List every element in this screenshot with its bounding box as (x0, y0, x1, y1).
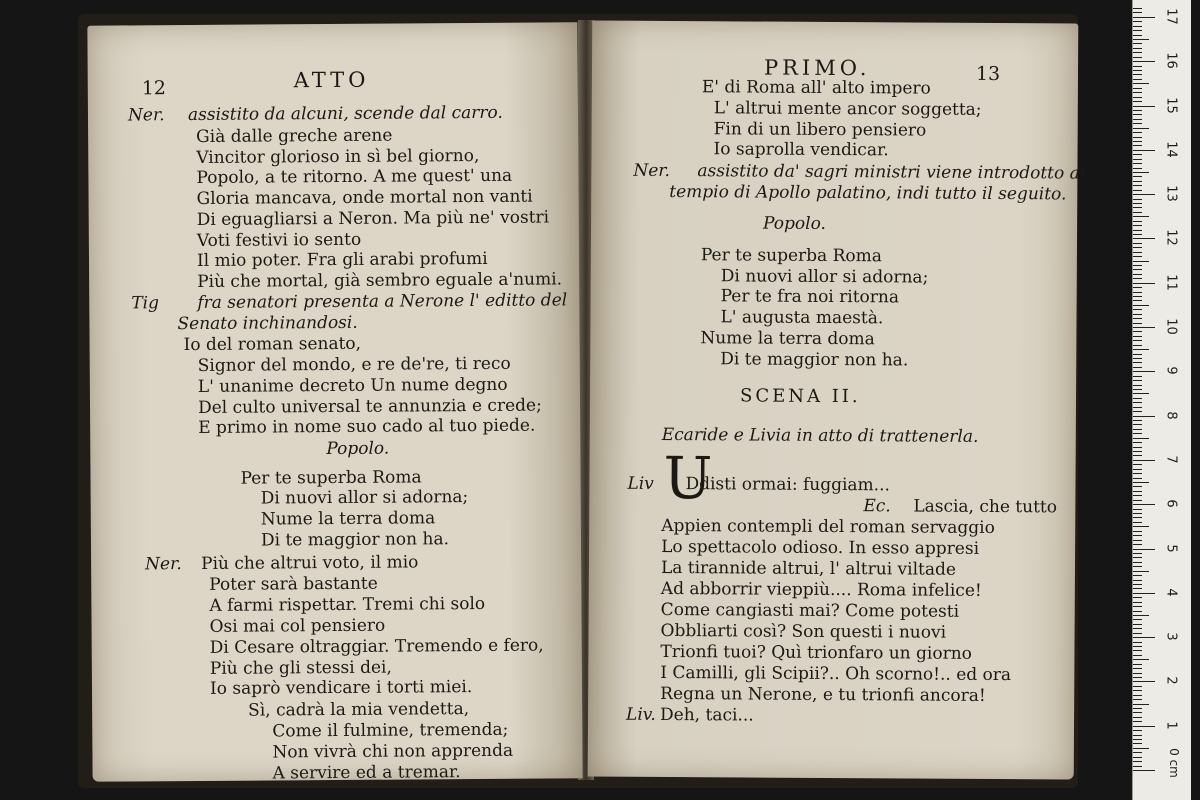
speaker-label: Liv. (626, 704, 656, 725)
verse-line: Nume la terra doma (260, 508, 436, 530)
ruler-tick (1133, 575, 1142, 576)
ruler-number: 5 (1163, 543, 1179, 553)
ruler-tick (1133, 35, 1142, 36)
verse-line: Io del roman senato, (183, 333, 362, 356)
ruler-tick (1133, 66, 1142, 67)
ruler-tick (1133, 735, 1142, 736)
stage-direction: Popolo. (326, 438, 390, 460)
ruler-tick (1133, 544, 1142, 545)
ruler-number: 13 (1163, 185, 1179, 202)
ruler-tick (1133, 659, 1149, 660)
ruler-tick (1133, 646, 1142, 647)
speaker-label: Ner. (633, 160, 671, 181)
verse-line: Obbliarti così? Son questi i nuovi (660, 620, 947, 643)
ruler-tick (1133, 181, 1142, 182)
ruler-tick (1133, 371, 1155, 372)
ruler-tick (1133, 74, 1142, 75)
ruler-tick (1133, 132, 1142, 133)
ruler-tick (1133, 766, 1142, 767)
ruler-tick (1133, 252, 1142, 253)
verse-line: Lo spettacolo odioso. In esso appresi (661, 536, 980, 559)
verse-line: Di nuovi allor si adorna; (720, 266, 929, 288)
ruler-tick (1133, 265, 1142, 266)
ruler-tick (1133, 407, 1142, 408)
ruler-tick (1133, 61, 1155, 62)
ruler-number: 7 (1163, 455, 1179, 464)
ruler-tick (1133, 238, 1155, 239)
ruler-tick (1133, 331, 1142, 332)
ruler-tick (1133, 708, 1142, 709)
ruler-tick (1133, 256, 1142, 257)
verse-line: Voti festivi io sento (196, 229, 362, 251)
ruler-tick (1133, 159, 1142, 160)
speaker-label: Ec. (863, 496, 891, 517)
ruler-tick (1133, 296, 1142, 297)
ruler-number: 15 (1163, 96, 1179, 114)
ruler-tick (1133, 362, 1142, 363)
ruler-tick (1133, 393, 1149, 394)
ruler-tick (1133, 619, 1142, 620)
ruler-tick (1133, 70, 1142, 71)
ruler-number: 2 (1163, 676, 1179, 686)
verse-line: Trionfi tuoi? Quì trionfaro un giorno (660, 641, 972, 664)
ruler-tick (1133, 21, 1142, 22)
ruler-tick (1133, 345, 1142, 346)
ruler-tick (1133, 464, 1142, 465)
ruler-tick (1133, 442, 1142, 443)
ruler-tick (1133, 172, 1149, 173)
verse-line: Sì, cadrà la mia vendetta, (248, 699, 470, 721)
ruler-number: 4 (1163, 588, 1179, 597)
running-head: PRIMO. (763, 55, 871, 81)
ruler-tick (1133, 336, 1142, 337)
stage-direction: Senato inchinandosi. (177, 312, 358, 335)
ruler-tick (1133, 424, 1142, 425)
verse-line: Di Cesare oltraggiar. Tremendo e fero, (209, 635, 544, 658)
ruler-tick (1133, 522, 1142, 523)
scene-heading: SCENA II. (739, 385, 861, 408)
ruler-tick (1133, 8, 1142, 9)
ruler-tick (1133, 504, 1155, 505)
ruler-tick (1133, 411, 1142, 412)
ruler-tick (1133, 300, 1142, 301)
stage-direction: Ecaride e Livia in atto di trattenerla. (661, 424, 979, 447)
page-number: 13 (975, 62, 1001, 86)
measurement-ruler (1132, 0, 1191, 800)
verse-line: L' augusta maestà. (720, 307, 884, 329)
ruler-tick (1133, 770, 1155, 771)
ruler-tick (1133, 137, 1142, 138)
ruler-tick (1133, 194, 1155, 195)
ruler-tick (1133, 455, 1142, 456)
ruler-tick (1133, 429, 1142, 430)
ruler-tick (1133, 168, 1142, 169)
ruler-tick (1133, 389, 1142, 390)
stage-direction: assistito da alcuni, scende dal carro. (187, 102, 503, 126)
ruler-tick (1133, 261, 1149, 262)
ruler-tick (1133, 628, 1142, 629)
ruler-tick (1133, 203, 1142, 204)
ruler-tick (1133, 48, 1142, 49)
page-number: 12 (141, 77, 167, 100)
verse-line: Il mio poter. Fra gli arabi profumi (196, 248, 488, 271)
ruler-tick (1133, 571, 1149, 572)
ruler-tick (1133, 491, 1142, 492)
ruler-tick (1133, 739, 1142, 740)
ruler-tick (1133, 199, 1142, 200)
verse-line: Non vivrà chi non apprenda (272, 740, 514, 763)
ruler-tick (1133, 274, 1142, 275)
ruler-tick (1133, 668, 1142, 669)
ruler-tick (1133, 642, 1142, 643)
verse-line: I Camilli, gli Scipii?.. Oh scorno!.. ed ora (660, 662, 1012, 686)
ruler-tick (1133, 207, 1142, 208)
ruler-tick (1133, 681, 1155, 682)
speaker-label: Tig (131, 293, 160, 314)
verse-line: Popolo, a te ritorno. A me quest' una (196, 165, 513, 188)
running-head: ATTO (293, 67, 370, 93)
ruler-tick (1133, 243, 1142, 244)
ruler-tick (1133, 451, 1142, 452)
ruler-tick (1133, 593, 1155, 594)
ruler-tick (1133, 79, 1142, 80)
left-page (87, 22, 582, 784)
ruler-tick (1133, 513, 1142, 514)
ruler-tick (1133, 664, 1142, 665)
right-page (588, 21, 1086, 780)
stage-direction: Popolo. (763, 213, 827, 234)
verse-line: Appien contempli del roman servaggio (661, 515, 995, 538)
ruler-tick (1133, 726, 1155, 727)
ruler-tick (1133, 287, 1142, 288)
ruler-tick (1133, 327, 1155, 328)
ruler-tick (1133, 114, 1142, 115)
ruler-tick (1133, 704, 1149, 705)
verse-line: Più che gli stessi dei, (209, 657, 392, 679)
ruler-tick (1133, 385, 1142, 386)
ruler-number: 11 (1163, 273, 1179, 291)
ruler-number: 12 (1163, 229, 1179, 247)
ruler-tick (1133, 269, 1142, 270)
verse-line: Ddisti ormai: fuggiam... (685, 474, 890, 496)
ruler-tick (1133, 695, 1142, 696)
drop-cap: U (663, 443, 713, 513)
verse-line: Per te fra noi ritorna (720, 286, 900, 308)
ruler-tick (1133, 526, 1149, 527)
verse-line: Gloria mancava, onde mortal non vanti (196, 186, 533, 209)
ruler-number: 3 (1163, 632, 1179, 641)
ruler-tick (1133, 482, 1149, 483)
verse-line: Per te superba Roma (240, 467, 422, 489)
verse-line: L' unanime decreto Un nume degno (197, 374, 508, 397)
ruler-tick (1133, 637, 1155, 638)
verse-line: Osi mai col pensiero (209, 615, 386, 637)
ruler-tick (1133, 721, 1142, 722)
ruler-tick (1133, 655, 1142, 656)
ruler-tick (1133, 557, 1142, 558)
ruler-tick (1133, 743, 1142, 744)
ruler-tick (1133, 283, 1155, 284)
ruler-tick (1133, 119, 1142, 120)
speaker-label: Liv (627, 473, 654, 494)
verse-line: E primo in nome suo cado al tuo piede. (198, 415, 536, 438)
ruler-tick (1133, 150, 1155, 151)
ruler-tick (1133, 323, 1142, 324)
ruler-tick (1133, 611, 1142, 612)
ruler-tick (1133, 88, 1142, 89)
verse-line: A servire ed a tremar. (272, 762, 461, 784)
ruler-tick (1133, 602, 1142, 603)
ruler-tick (1133, 247, 1142, 248)
verse-line: Signor del mondo, e re de're, ti reco (197, 353, 511, 376)
ruler-tick (1133, 597, 1142, 598)
ruler-tick (1133, 566, 1142, 567)
ruler-tick (1133, 52, 1142, 53)
ruler-tick (1133, 473, 1142, 474)
ruler-number: 14 (1163, 141, 1179, 158)
ruler-tick (1133, 17, 1155, 18)
ruler-tick (1133, 752, 1142, 753)
ruler-tick (1133, 83, 1149, 84)
ruler-tick (1133, 438, 1149, 439)
speaker-label: Ner. (127, 105, 165, 126)
ruler-tick (1133, 549, 1155, 550)
verse-line: Ad abborrir vieppiù.... Roma infelice! (660, 578, 982, 601)
ruler-tick (1133, 354, 1142, 355)
ruler-tick (1133, 367, 1142, 368)
ruler-number: 6 (1163, 499, 1179, 508)
ruler-tick (1133, 535, 1142, 536)
ruler-tick (1133, 540, 1142, 541)
verse-line: La tirannide altrui, l' altrui viltade (660, 557, 957, 580)
ruler-tick (1133, 154, 1142, 155)
ruler-number: 10 (1163, 318, 1179, 335)
speaker-label: Ner. (145, 554, 182, 575)
ruler-tick (1133, 717, 1142, 718)
ruler-tick (1133, 690, 1142, 691)
verse-line: Poter sarà bastante (209, 573, 378, 595)
ruler-tick (1133, 376, 1142, 377)
ruler-tick (1133, 106, 1155, 107)
ruler-tick (1133, 190, 1142, 191)
verse-line: Lascia, che tutto (913, 496, 1058, 518)
ruler-tick (1133, 234, 1142, 235)
ruler-tick (1133, 486, 1142, 487)
verse-line: Come il fulmine, tremenda; (272, 719, 509, 742)
verse-line: E' di Roma all' alto impero (701, 77, 931, 99)
ruler-tick (1133, 712, 1142, 713)
verse-line: Nume la terra doma (700, 328, 875, 350)
verse-line: Io saprolla vendicar. (713, 139, 889, 161)
ruler-tick (1133, 141, 1142, 142)
ruler-tick (1133, 509, 1142, 510)
ruler-tick (1133, 495, 1142, 496)
ruler-tick (1133, 584, 1142, 585)
verse-line: Per te superba Roma (700, 245, 882, 267)
ruler-tick (1133, 469, 1142, 470)
ruler-tick (1133, 349, 1149, 350)
ruler-tick (1133, 145, 1142, 146)
ruler-tick (1133, 730, 1142, 731)
ruler-tick (1133, 402, 1142, 403)
ruler-tick (1133, 460, 1155, 461)
verse-line: Già dalle greche arene (196, 125, 393, 147)
verse-line: Del culto universal te annunzia e crede; (197, 395, 542, 418)
ruler-tick (1133, 101, 1142, 102)
verse-line: Più che altrui voto, il mio (201, 552, 419, 574)
ruler-tick (1133, 650, 1142, 651)
ruler-tick (1133, 340, 1142, 341)
ruler-tick (1133, 562, 1142, 563)
ruler-tick (1133, 761, 1142, 762)
ruler-tick (1133, 185, 1142, 186)
ruler-tick (1133, 588, 1142, 589)
verse-line: Vincitor glorioso in sì bel giorno, (196, 145, 480, 168)
verse-line: Di te maggior non ha. (720, 349, 909, 371)
ruler-tick (1133, 531, 1142, 532)
verse-line: Fin di un libero pensiero (713, 119, 927, 141)
verse-line: Regna un Nerone, e tu trionfi ancora! (660, 683, 986, 706)
ruler-tick (1133, 163, 1142, 164)
ruler-tick (1133, 757, 1142, 758)
ruler-tick (1133, 633, 1142, 634)
ruler-tick (1133, 305, 1149, 306)
ruler-tick (1133, 553, 1142, 554)
ruler-tick (1133, 478, 1142, 479)
ruler-tick (1133, 318, 1142, 319)
ruler-tick (1133, 278, 1142, 279)
verse-line: Di eguagliarsi a Neron. Ma più ne' vostri (196, 207, 550, 230)
ruler-tick (1133, 380, 1142, 381)
ruler-tick (1133, 420, 1142, 421)
ruler-tick (1133, 606, 1142, 607)
ruler-tick (1133, 57, 1142, 58)
ruler-unit: 0 cm (1166, 748, 1181, 778)
ruler-tick (1133, 433, 1142, 434)
ruler-tick (1133, 398, 1142, 399)
ruler-tick (1133, 292, 1142, 293)
ruler-tick (1133, 447, 1142, 448)
ruler-tick (1133, 230, 1142, 231)
ruler-number: 17 (1163, 8, 1179, 25)
ruler-number: 16 (1163, 52, 1179, 69)
ruler-tick (1133, 92, 1142, 93)
ruler-tick (1133, 517, 1142, 518)
verse-line: Più che mortal, già sembro eguale a'numi. (197, 269, 563, 292)
ruler-tick (1133, 615, 1149, 616)
ruler-tick (1133, 110, 1142, 111)
ruler-tick (1133, 580, 1142, 581)
ruler-tick (1133, 358, 1142, 359)
ruler-tick (1133, 30, 1142, 31)
ruler-tick (1133, 677, 1142, 678)
ruler-number: 9 (1163, 366, 1179, 375)
ruler-tick (1133, 748, 1149, 749)
ruler-tick (1133, 43, 1142, 44)
ruler-tick (1133, 12, 1142, 13)
ruler-tick (1133, 699, 1142, 700)
ruler-tick (1133, 216, 1149, 217)
stage-direction: assistito da' sagri ministri viene introdotto al (697, 161, 1086, 184)
verse-line: Io saprò vendicare i torti miei. (209, 677, 473, 699)
ruler-tick (1133, 416, 1155, 417)
verse-line: A farmi rispettar. Tremi chi solo (209, 593, 486, 616)
ruler-number: 8 (1163, 410, 1179, 420)
ruler-tick (1133, 97, 1142, 98)
stage-direction: tempio di Apollo palatino, indi tutto il seguito. (669, 181, 1067, 205)
ruler-tick (1133, 500, 1142, 501)
verse-line: L' altrui mente ancor soggetta; (713, 98, 982, 120)
ruler-tick (1133, 123, 1142, 124)
ruler-tick (1133, 225, 1142, 226)
ruler-tick (1133, 221, 1142, 222)
verse-line: Come cangiasti mai? Come potesti (660, 599, 960, 622)
ruler-tick (1133, 686, 1142, 687)
ruler-tick (1133, 314, 1142, 315)
ruler-number: 1 (1163, 721, 1179, 730)
stage-direction: fra senatori presenta a Nerone l' editto del (197, 290, 568, 313)
ruler-tick (1133, 673, 1142, 674)
ruler-tick (1133, 176, 1142, 177)
ruler-tick (1133, 624, 1142, 625)
verse-line: Di te maggior non ha. (260, 529, 450, 551)
ruler-tick (1133, 128, 1149, 129)
verse-line: Di nuovi allor si adorna; (260, 487, 469, 509)
ruler-tick (1133, 212, 1142, 213)
ruler-tick (1133, 309, 1142, 310)
ruler-tick (1133, 26, 1142, 27)
verse-line: Deh, taci... (660, 704, 754, 726)
ruler-tick (1133, 39, 1149, 40)
